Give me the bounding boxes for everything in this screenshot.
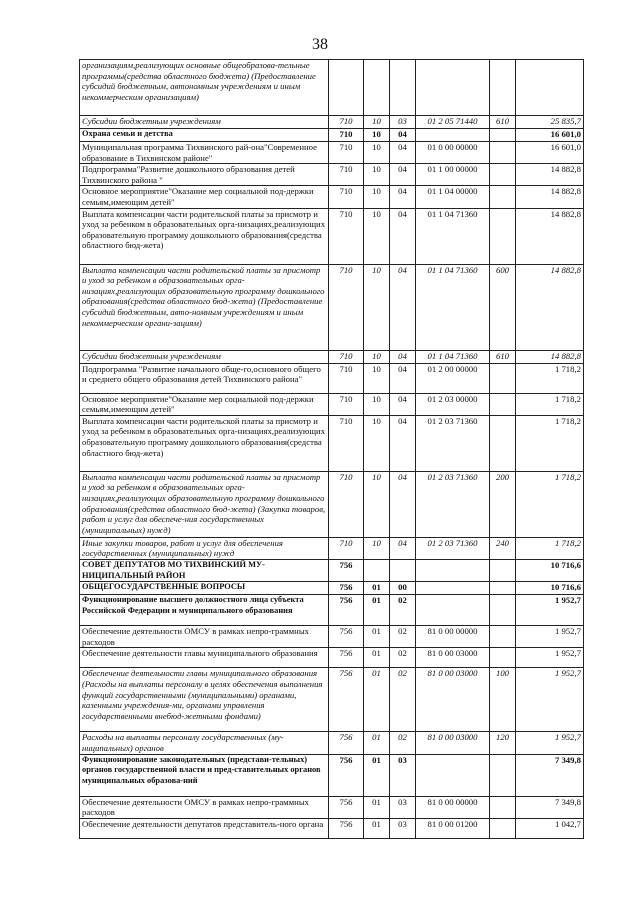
razdel-cell: 10 [364, 537, 390, 559]
target-article-cell: 01 2 03 71360 [416, 471, 490, 537]
expense-type-cell [490, 582, 516, 595]
podrazdel-cell: 04 [390, 471, 416, 537]
razdel-cell: 10 [364, 186, 390, 208]
podrazdel-cell: 03 [390, 796, 416, 818]
target-article-cell: 01 2 00 00000 [416, 363, 490, 393]
table-row [80, 732, 584, 754]
amount-cell: 1 952,7 [516, 595, 584, 626]
expense-type-cell [490, 595, 516, 626]
row-name-cell: Выплата компенсации части родительской платы за присмотр и уход за ребенком в образовательных орга-низациях,реализующих образовательную программу дошкольного образования(средства областного бюд-жета) [80, 415, 329, 471]
target-article-cell: 01 1 04 71360 [416, 350, 490, 363]
expense-type-cell: 240 [490, 537, 516, 559]
podrazdel-cell: 04 [390, 415, 416, 471]
amount-cell: 7 349,8 [516, 754, 584, 796]
target-article-cell: 01 2 05 71440 [416, 116, 490, 129]
table-row [80, 350, 584, 363]
podrazdel-cell [390, 60, 416, 116]
expense-type-cell: 100 [490, 668, 516, 732]
ved-code-cell: 710 [329, 363, 364, 393]
expense-type-cell [490, 129, 516, 142]
podrazdel-cell: 04 [390, 363, 416, 393]
ved-code-cell: 710 [329, 208, 364, 264]
expense-type-cell: 610 [490, 116, 516, 129]
amount-cell: 14 882,8 [516, 164, 584, 186]
amount-cell: 1 718,2 [516, 471, 584, 537]
ved-code-cell: 710 [329, 537, 364, 559]
podrazdel-cell: 03 [390, 116, 416, 129]
razdel-cell [364, 559, 390, 581]
row-name-cell: организациям,реализующих основные общеобразова-тельные программы(средства областного бюджета) (Предоставление субсидий бюджетным, автономным учреждениям и иным некоммерческим организациям) [80, 60, 329, 116]
ved-code-cell: 756 [329, 648, 364, 668]
amount-cell: 1 042,7 [516, 818, 584, 838]
table-row [80, 129, 584, 142]
row-name-cell: Функционирование законодательных (представи-тельных) органов государственной власти и пред-ставительных органов муниципальных образова-ний [80, 754, 329, 796]
row-name-cell: Обеспечение деятельности ОМСУ в рамках непро-граммных расходов [80, 796, 329, 818]
razdel-cell: 01 [364, 668, 390, 732]
target-article-cell: 01 1 04 00000 [416, 186, 490, 208]
ved-code-cell: 756 [329, 626, 364, 648]
expense-type-cell [490, 164, 516, 186]
ved-code-cell: 710 [329, 264, 364, 350]
target-article-cell: 81 0 00 01200 [416, 818, 490, 838]
table-row [80, 60, 584, 116]
table-row [80, 754, 584, 796]
ved-code-cell: 710 [329, 142, 364, 164]
expense-type-cell [490, 626, 516, 648]
razdel-cell: 10 [364, 363, 390, 393]
target-article-cell: 01 1 00 00000 [416, 164, 490, 186]
razdel-cell: 10 [364, 142, 390, 164]
razdel-cell: 10 [364, 393, 390, 415]
razdel-cell: 10 [364, 264, 390, 350]
ved-code-cell: 710 [329, 186, 364, 208]
ved-code-cell: 710 [329, 350, 364, 363]
table-row [80, 142, 584, 164]
podrazdel-cell: 04 [390, 142, 416, 164]
razdel-cell: 01 [364, 796, 390, 818]
ved-code-cell: 756 [329, 668, 364, 732]
podrazdel-cell: 04 [390, 129, 416, 142]
podrazdel-cell: 02 [390, 668, 416, 732]
expense-type-cell [490, 796, 516, 818]
expense-type-cell [490, 142, 516, 164]
target-article-cell [416, 582, 490, 595]
expense-type-cell [490, 208, 516, 264]
podrazdel-cell: 00 [390, 582, 416, 595]
ved-code-cell: 756 [329, 559, 364, 581]
row-name-cell: СОВЕТ ДЕПУТАТОВ МО ТИХВИНСКИЙ МУ-НИЦИПАЛЬНЫЙ РАЙОН [80, 559, 329, 581]
amount-cell: 1 718,2 [516, 363, 584, 393]
expense-type-cell: 600 [490, 264, 516, 350]
table-row [80, 648, 584, 668]
target-article-cell: 81 0 00 00000 [416, 626, 490, 648]
amount-cell: 16 601,0 [516, 142, 584, 164]
row-name-cell: Основное мероприятие"Оказание мер социальной под-держки семьям,имеющим детей" [80, 393, 329, 415]
table-row [80, 164, 584, 186]
row-name-cell: Обеспечение деятельности главы муниципального образования (Расходы на выплаты персоналу в целях обеспечения выполнения функций государственными (муниципальными) органами, казенными учреждения-ми, органами управления государственными внебюд-жетными фондами) [80, 668, 329, 732]
expense-type-cell [490, 393, 516, 415]
podrazdel-cell: 02 [390, 648, 416, 668]
ved-code-cell: 756 [329, 796, 364, 818]
target-article-cell: 01 1 04 71360 [416, 264, 490, 350]
razdel-cell [364, 60, 390, 116]
table-row [80, 208, 584, 264]
table-row [80, 626, 584, 648]
table-row [80, 116, 584, 129]
target-article-cell: 01 2 03 71360 [416, 415, 490, 471]
table-row [80, 595, 584, 626]
razdel-cell: 01 [364, 595, 390, 626]
razdel-cell: 10 [364, 164, 390, 186]
table-row [80, 668, 584, 732]
podrazdel-cell: 03 [390, 754, 416, 796]
amount-cell: 7 349,8 [516, 796, 584, 818]
row-name-cell: Субсидии бюджетным учреждениям [80, 116, 329, 129]
table-row [80, 796, 584, 818]
ved-code-cell: 710 [329, 471, 364, 537]
target-article-cell: 81 0 00 03000 [416, 648, 490, 668]
amount-cell: 14 882,8 [516, 350, 584, 363]
amount-cell: 1 952,7 [516, 626, 584, 648]
row-name-cell: Выплата компенсации части родительской платы за присмотр и уход за ребенком в образовательных орга-низациях,реализующих образовательную программу дошкольного образования(средства областного бюд-жета) (Закупка товаров, работ и услуг для обеспече-ния государственных (муниципальных) нужд) [80, 471, 329, 537]
ved-code-cell: 756 [329, 595, 364, 626]
amount-cell: 14 882,8 [516, 186, 584, 208]
table-row [80, 186, 584, 208]
razdel-cell: 10 [364, 208, 390, 264]
podrazdel-cell: 04 [390, 393, 416, 415]
expense-type-cell [490, 415, 516, 471]
ved-code-cell: 710 [329, 393, 364, 415]
row-name-cell: Иные закупки товаров, работ и услуг для обеспечения государственных (муниципальных) нужд [80, 537, 329, 559]
table-row [80, 393, 584, 415]
row-name-cell: Функционирование высшего должностного лица субъекта Российской Федерации и муниципального образования [80, 595, 329, 626]
ved-code-cell: 710 [329, 116, 364, 129]
table-row [80, 264, 584, 350]
table-row [80, 415, 584, 471]
ved-code-cell: 756 [329, 582, 364, 595]
razdel-cell: 01 [364, 582, 390, 595]
ved-code-cell [329, 60, 364, 116]
amount-cell [516, 60, 584, 116]
target-article-cell: 01 2 03 00000 [416, 393, 490, 415]
target-article-cell: 01 0 00 00000 [416, 142, 490, 164]
row-name-cell: ОБЩЕГОСУДАРСТВЕННЫЕ ВОПРОСЫ [80, 582, 329, 595]
expense-type-cell [490, 818, 516, 838]
amount-cell: 10 716,6 [516, 582, 584, 595]
ved-code-cell: 710 [329, 164, 364, 186]
table-row [80, 582, 584, 595]
target-article-cell: 01 2 03 71360 [416, 537, 490, 559]
amount-cell: 10 716,6 [516, 559, 584, 581]
ved-code-cell: 756 [329, 818, 364, 838]
podrazdel-cell: 04 [390, 537, 416, 559]
podrazdel-cell: 04 [390, 350, 416, 363]
podrazdel-cell: 02 [390, 732, 416, 754]
razdel-cell: 01 [364, 626, 390, 648]
amount-cell: 16 601,0 [516, 129, 584, 142]
target-article-cell: 81 0 00 03000 [416, 732, 490, 754]
expense-type-cell [490, 754, 516, 796]
budget-table [79, 59, 584, 839]
razdel-cell: 10 [364, 350, 390, 363]
amount-cell: 1 952,7 [516, 732, 584, 754]
ved-code-cell: 710 [329, 415, 364, 471]
podrazdel-cell: 04 [390, 208, 416, 264]
razdel-cell: 10 [364, 116, 390, 129]
row-name-cell: Охрана семьи и детства [80, 129, 329, 142]
razdel-cell: 01 [364, 648, 390, 668]
row-name-cell: Выплата компенсации части родительской платы за присмотр и уход за ребенком в образовательных орга-низациях,реализующих образовательную программу дошкольного образования(средства областного бюд-жета) [80, 208, 329, 264]
row-name-cell: Подпрограмма"Развитие дошкольного образования детей Тихвинского района " [80, 164, 329, 186]
razdel-cell: 01 [364, 732, 390, 754]
expense-type-cell: 200 [490, 471, 516, 537]
amount-cell: 25 835,7 [516, 116, 584, 129]
target-article-cell [416, 754, 490, 796]
podrazdel-cell: 04 [390, 164, 416, 186]
ved-code-cell: 756 [329, 732, 364, 754]
row-name-cell: Основное мероприятие"Оказание мер социальной под-держки семьям,имеющим детей" [80, 186, 329, 208]
table-row [80, 537, 584, 559]
expense-type-cell [490, 648, 516, 668]
ved-code-cell: 756 [329, 754, 364, 796]
amount-cell: 1 952,7 [516, 668, 584, 732]
razdel-cell: 01 [364, 818, 390, 838]
row-name-cell: Обеспечение деятельности ОМСУ в рамках непро-граммных расходов [80, 626, 329, 648]
table-row [80, 559, 584, 581]
expense-type-cell [490, 559, 516, 581]
table-row [80, 818, 584, 838]
target-article-cell [416, 60, 490, 116]
expense-type-cell: 610 [490, 350, 516, 363]
amount-cell: 1 952,7 [516, 648, 584, 668]
podrazdel-cell: 03 [390, 818, 416, 838]
target-article-cell: 01 1 04 71360 [416, 208, 490, 264]
expense-type-cell [490, 363, 516, 393]
amount-cell: 1 718,2 [516, 393, 584, 415]
razdel-cell: 01 [364, 754, 390, 796]
amount-cell: 1 718,2 [516, 415, 584, 471]
row-name-cell: Расходы на выплаты персоналу государственных (му-ниципальных) органов [80, 732, 329, 754]
podrazdel-cell: 02 [390, 626, 416, 648]
table-row [80, 363, 584, 393]
table-row [80, 471, 584, 537]
amount-cell: 1 718,2 [516, 537, 584, 559]
target-article-cell [416, 595, 490, 626]
podrazdel-cell: 02 [390, 595, 416, 626]
amount-cell: 14 882,8 [516, 264, 584, 350]
expense-type-cell: 120 [490, 732, 516, 754]
row-name-cell: Муниципальная программа Тихвинского рай-она"Современное образование в Тихвинском районе" [80, 142, 329, 164]
row-name-cell: Обеспечение деятельности главы муниципального образования [80, 648, 329, 668]
podrazdel-cell: 04 [390, 264, 416, 350]
row-name-cell: Субсидии бюджетным учреждениям [80, 350, 329, 363]
ved-code-cell: 710 [329, 129, 364, 142]
expense-type-cell [490, 186, 516, 208]
razdel-cell: 10 [364, 471, 390, 537]
podrazdel-cell: 04 [390, 186, 416, 208]
target-article-cell: 81 0 00 00000 [416, 796, 490, 818]
razdel-cell: 10 [364, 129, 390, 142]
row-name-cell: Выплата компенсации части родительской платы за присмотр и уход за ребенком в образовательных орга-низациях,реализующих образовательную программу дошкольного образования(средства областного бюд-жета) (Предоставление субсидий бюджетным, авто-номным учреждениям и иным некоммерческим органи-зациям) [80, 264, 329, 350]
podrazdel-cell [390, 559, 416, 581]
target-article-cell [416, 129, 490, 142]
row-name-cell: Обеспечение деятельности депутатов представитель-ного органа [80, 818, 329, 838]
amount-cell: 14 882,8 [516, 208, 584, 264]
target-article-cell: 81 0 00 03000 [416, 668, 490, 732]
row-name-cell: Подпрограмма "Развитие начального обще-го,основного общего и среднего общего образования детей Тихвинского района" [80, 363, 329, 393]
target-article-cell [416, 559, 490, 581]
page-number: 38 [312, 36, 328, 53]
razdel-cell: 10 [364, 415, 390, 471]
expense-type-cell [490, 60, 516, 116]
